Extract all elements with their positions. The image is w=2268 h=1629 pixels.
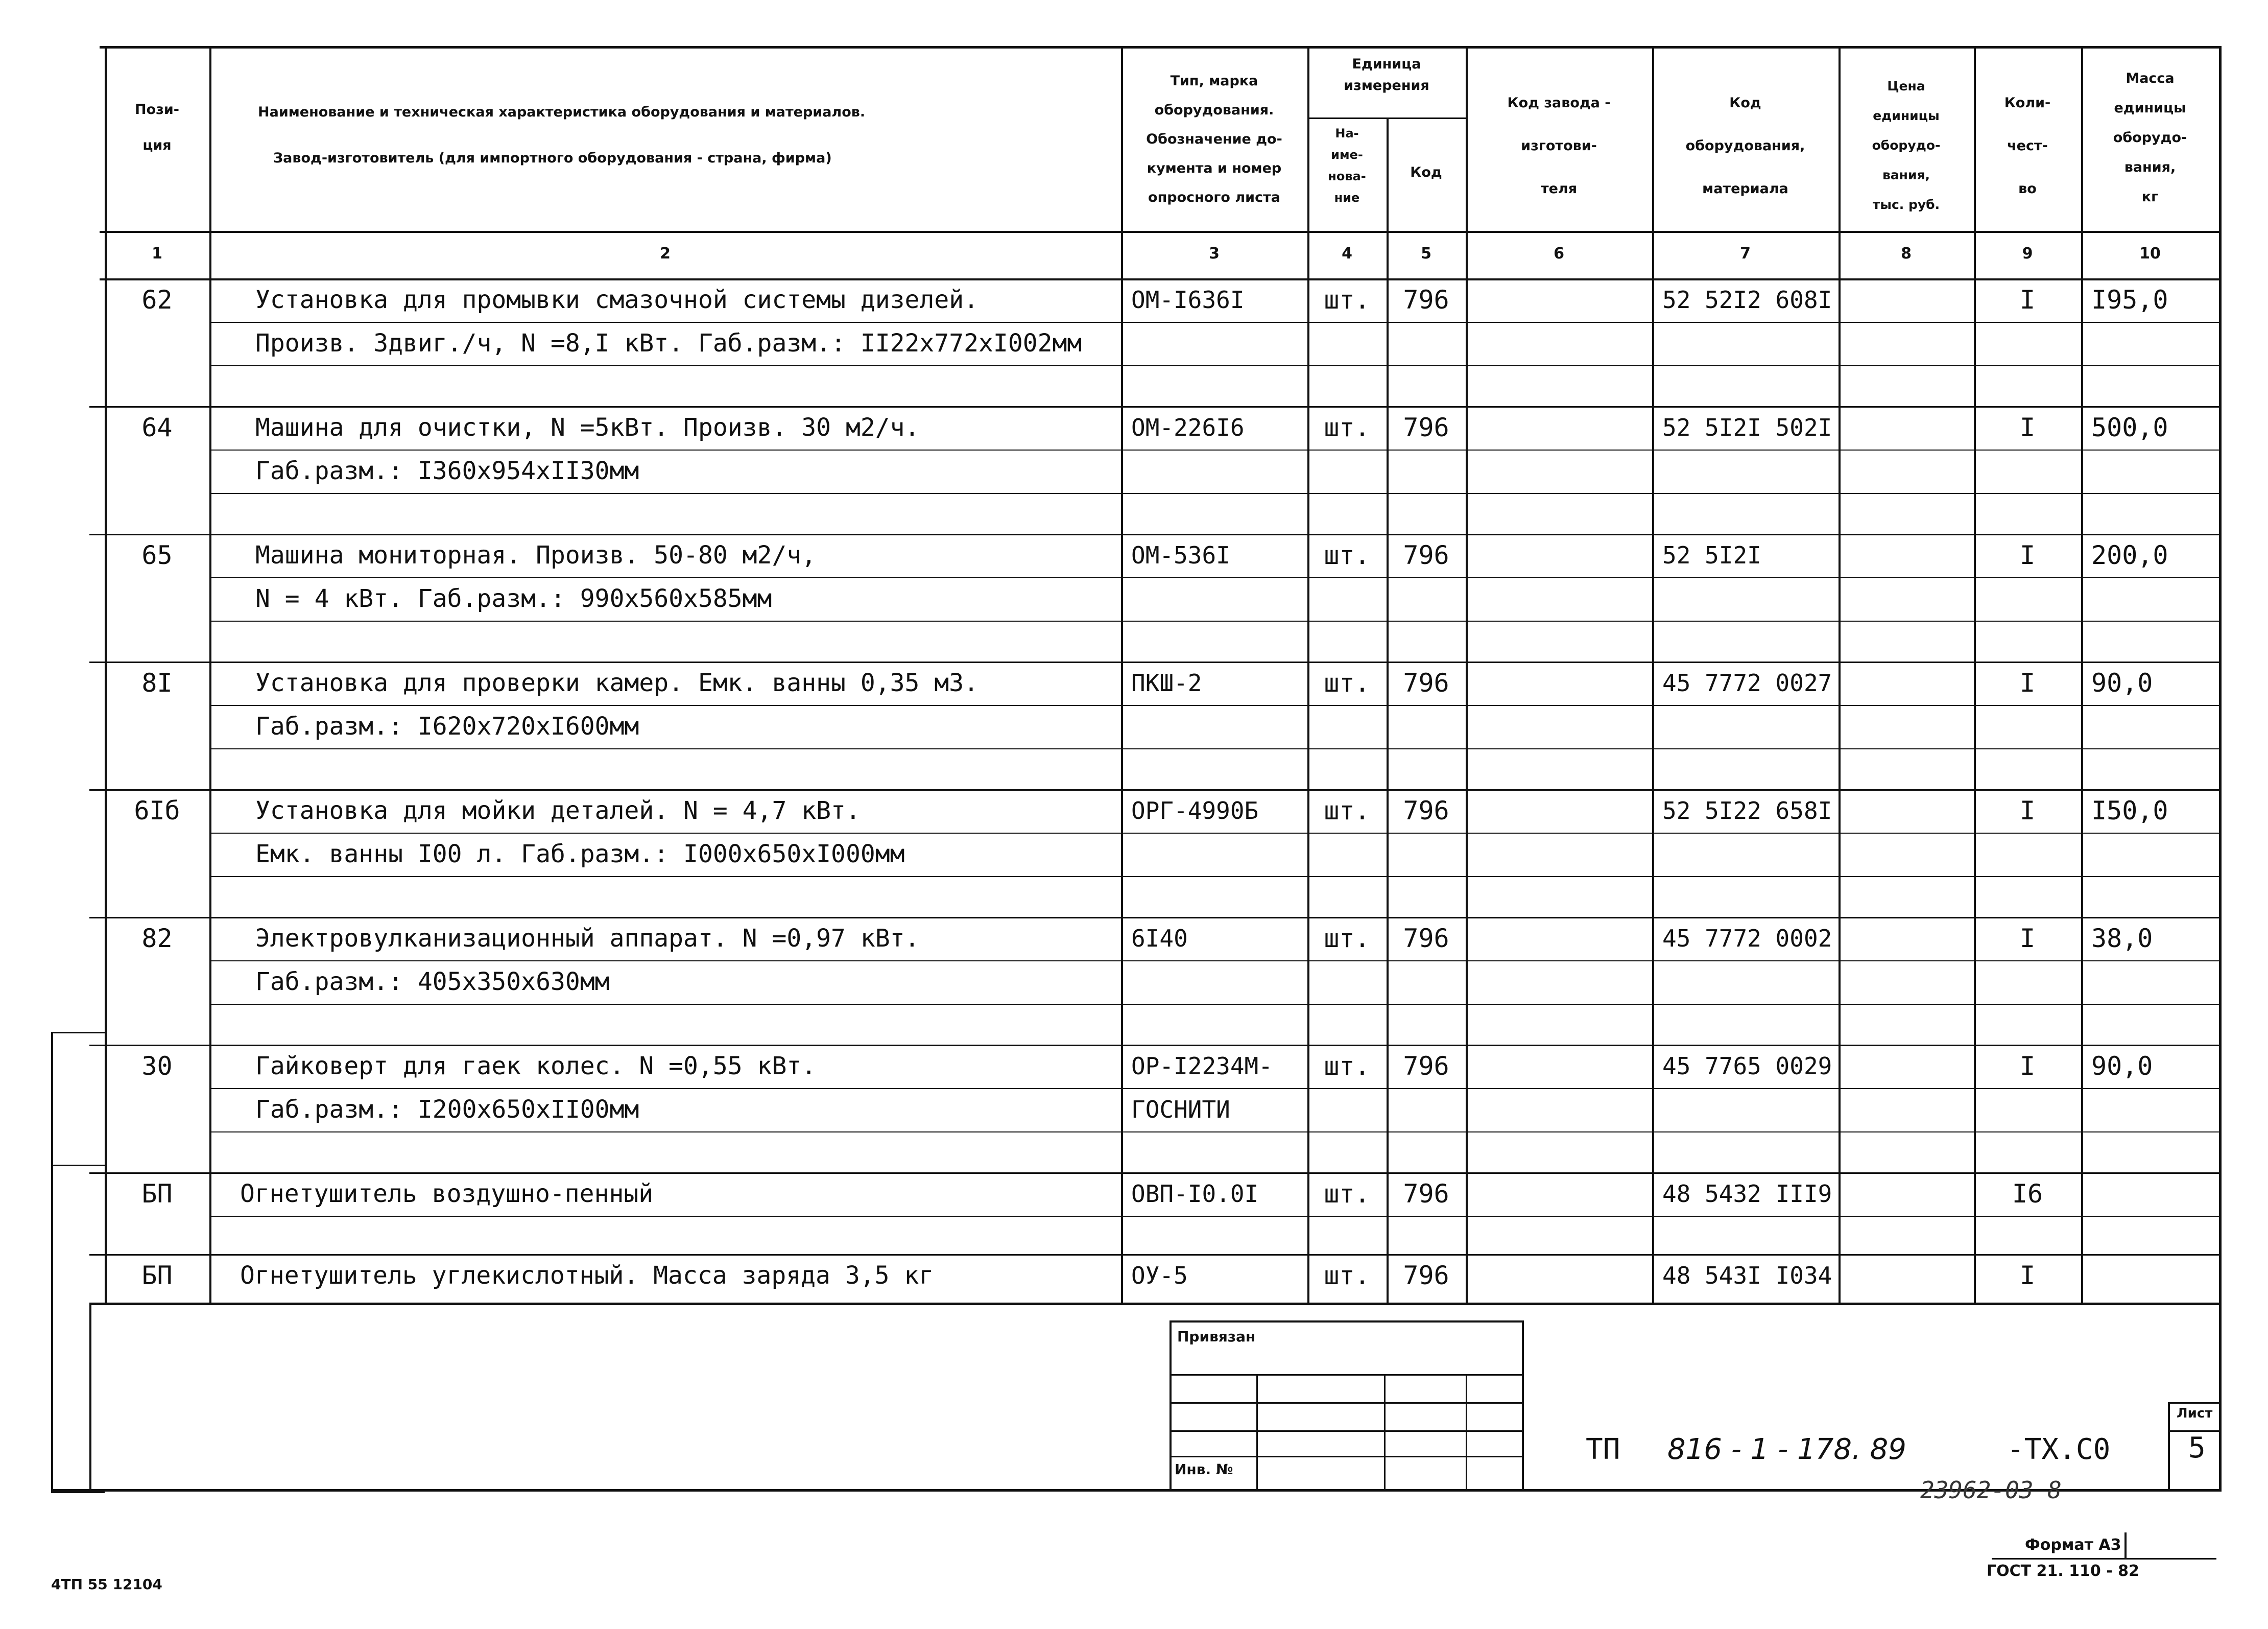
doc-suffix: -ТХ.С0	[2007, 1433, 2111, 1466]
grid-line	[1384, 1374, 1386, 1492]
row-unit-code: 796	[1403, 924, 1449, 953]
grid-line	[89, 1303, 91, 1492]
header-col6	[1466, 82, 1652, 210]
row-position: БП	[141, 1261, 173, 1290]
header-col4-line: име-	[1331, 148, 1363, 162]
header-col8-line: вания,	[1882, 168, 1930, 182]
header-col3-line: оборудования.	[1154, 102, 1274, 118]
row-position: 65	[141, 540, 173, 570]
row-unit: шт.	[1324, 668, 1370, 698]
header-col3-line: кумента и номер	[1147, 160, 1282, 176]
grid-line	[209, 450, 2219, 451]
header-col10-line: Масса	[2126, 70, 2175, 86]
header-col10	[2081, 64, 2219, 212]
grid-line	[1992, 1558, 2216, 1560]
row-type: ОМ-I636I	[1131, 286, 1245, 314]
row-type: ОМ-226I6	[1131, 414, 1245, 441]
grid-line	[2168, 1402, 2170, 1492]
stamp-inv: Инв. №	[1175, 1461, 1233, 1478]
header-col4	[1307, 123, 1387, 208]
grid-line	[209, 621, 2219, 622]
colnum-9: 9	[2022, 245, 2033, 263]
colnum-1: 1	[152, 245, 162, 263]
row-mass: 500,0	[2091, 413, 2168, 442]
colnum-3: 3	[1209, 245, 1220, 263]
row-mass: 90,0	[2091, 1051, 2153, 1081]
doc-prefix: ТП	[1586, 1433, 1620, 1466]
stamp-privyazan: Привязан	[1177, 1328, 1256, 1345]
grid-line	[51, 1165, 105, 1166]
row-equipment-code: 52 5I2I 502I	[1662, 414, 1832, 441]
grid-line	[51, 1489, 2219, 1492]
header-col4-line: ние	[1334, 191, 1360, 205]
grid-line	[1169, 1430, 1522, 1432]
row-unit-code: 796	[1403, 285, 1449, 315]
grid-line	[2219, 1303, 2222, 1492]
grid-line	[1522, 1320, 1524, 1492]
grid-line	[89, 917, 2219, 918]
row-equipment-code: 48 5432 III9	[1662, 1180, 1832, 1208]
colnum-5: 5	[1421, 245, 1431, 263]
grid-line	[89, 1254, 2219, 1256]
header-col6-line: теля	[1540, 181, 1578, 197]
grid-line	[1169, 1320, 1172, 1492]
header-col4-line: нова-	[1328, 169, 1366, 183]
header-col4-line: На-	[1335, 126, 1359, 140]
row-unit: шт.	[1324, 1261, 1370, 1290]
row-quantity: I	[2019, 285, 2036, 315]
row-name-line: Габ.разм.: I360х954хII30мм	[255, 457, 639, 485]
row-name-line: N = 4 кВт. Габ.разм.: 990х560х585мм	[255, 584, 772, 613]
grid-line	[51, 1032, 105, 1033]
header-col2	[258, 89, 1101, 181]
header-col3-line: опросного листа	[1148, 190, 1280, 205]
row-mass: I50,0	[2091, 796, 2168, 825]
row-unit: шт.	[1324, 1051, 1370, 1081]
row-quantity: I6	[2012, 1179, 2043, 1209]
header-unit-group	[1307, 54, 1466, 97]
header-col6-line: изготови-	[1521, 138, 1597, 154]
grid-line	[209, 1216, 2219, 1217]
row-quantity: I	[2019, 924, 2036, 953]
row-type: ПКШ-2	[1131, 669, 1202, 697]
grid-line	[2124, 1532, 2127, 1558]
row-quantity: I	[2019, 1261, 2036, 1290]
header-col10-line: кг	[2141, 189, 2159, 205]
footer-gost: ГОСТ 21. 110 - 82	[1987, 1562, 2139, 1580]
row-unit: шт.	[1324, 540, 1370, 570]
row-name-line: Габ.разм.: I620х720хI600мм	[255, 712, 639, 741]
header-col2-line: Наименование и техническая характеристика оборудования и материалов.	[258, 104, 866, 120]
grid-line	[209, 876, 2219, 877]
header-col7-line: Код	[1729, 95, 1761, 111]
grid-line	[209, 1131, 2219, 1132]
colnum-2: 2	[660, 245, 671, 263]
row-unit-code: 796	[1403, 668, 1449, 698]
grid-line	[89, 1303, 2219, 1305]
grid-line	[89, 789, 2219, 791]
header-col8-line: оборудо-	[1872, 138, 1941, 153]
grid-line	[89, 534, 2219, 535]
header-col2-line: Завод-изготовитель (для импортного оборудования - страна, фирма)	[273, 150, 832, 166]
grid-line	[89, 406, 2219, 408]
header-col9	[1974, 82, 2081, 210]
header-col7	[1652, 82, 1839, 210]
header-col7-line: материала	[1702, 181, 1788, 197]
row-type: ОР-I2234М-	[1131, 1052, 1273, 1080]
row-name-line: Габ.разм.: I200х650хII00мм	[255, 1095, 639, 1124]
doc-number: 816 - 1 - 178. 89	[1667, 1433, 1906, 1466]
row-quantity: I	[2019, 668, 2036, 698]
row-name-line: Огнетушитель углекислотный. Масса заряда 3,5 кг	[240, 1261, 934, 1290]
grid-line	[1169, 1402, 1522, 1404]
row-name-line: Электровулканизационный аппарат. N =0,97 кВт.	[255, 924, 920, 953]
grid-line	[209, 748, 2219, 749]
row-name-line: Произв. 3двиг./ч, N =8,I кВт. Габ.разм.: II22х772хI002мм	[255, 329, 1082, 358]
row-name-line: Машина для очистки, N =5кВт. Произв. 30 м2/ч.	[255, 413, 920, 442]
row-type: ОВП-I0.0I	[1131, 1180, 1259, 1208]
grid-line	[209, 577, 2219, 578]
header-col1	[105, 92, 209, 163]
grid-line	[1169, 1320, 1522, 1323]
row-equipment-code: 45 7772 0002	[1662, 925, 1832, 952]
grid-line	[89, 1172, 2219, 1174]
header-col3	[1121, 66, 1307, 212]
header-col7-line: оборудования,	[1685, 138, 1805, 154]
handwritten-number: 23962-03 8	[1920, 1476, 2062, 1504]
grid-line	[100, 278, 2219, 280]
grid-line	[1466, 1374, 1467, 1492]
row-quantity: I	[2019, 796, 2036, 825]
row-type: ОУ-5	[1131, 1262, 1188, 1289]
row-quantity: I	[2019, 540, 2036, 570]
row-name-line: Установка для проверки камер. Емк. ванны 0,35 м3.	[255, 669, 979, 697]
grid-line	[209, 1088, 2219, 1089]
row-type: ГОСНИТИ	[1131, 1096, 1230, 1123]
row-equipment-code: 52 5I22 658I	[1662, 797, 1832, 824]
grid-line	[209, 493, 2219, 494]
row-equipment-code: 45 7772 0027	[1662, 669, 1832, 697]
header-col10-line: оборудо-	[2113, 130, 2187, 146]
header-col9-line: чест-	[2007, 138, 2048, 154]
sheet-number: 5	[2188, 1431, 2206, 1465]
header-col9-line: Коли-	[2004, 95, 2051, 111]
row-position: 64	[141, 413, 173, 442]
sheet-label: Лист	[2177, 1406, 2213, 1421]
header-col1-line: Пози-	[135, 102, 179, 117]
grid-line	[2168, 1402, 2219, 1404]
row-position: 82	[141, 924, 173, 953]
colnum-10: 10	[2139, 245, 2161, 263]
row-mass: 90,0	[2091, 668, 2153, 698]
row-unit-code: 796	[1403, 413, 1449, 442]
row-name-line: Гайковерт для гаек колес. N =0,55 кВт.	[255, 1052, 817, 1080]
grid-line	[209, 322, 2219, 323]
header-col1-line: ция	[142, 137, 172, 153]
header-col10-line: вания,	[2124, 159, 2176, 175]
grid-line	[1169, 1374, 1522, 1376]
colnum-6: 6	[1554, 245, 1564, 263]
colnum-8: 8	[1901, 245, 1912, 263]
row-unit-code: 796	[1403, 796, 1449, 825]
row-position: БП	[141, 1179, 173, 1209]
row-name-line: Установка для мойки деталей. N = 4,7 кВт.	[255, 796, 861, 825]
row-equipment-code: 52 5I2I	[1662, 541, 1761, 569]
grid-line	[209, 1004, 2219, 1005]
colnum-4: 4	[1342, 245, 1352, 263]
header-col8	[1839, 72, 1974, 220]
grid-line	[89, 1045, 2219, 1046]
header-col8-line: единицы	[1873, 108, 1940, 123]
row-quantity: I	[2019, 413, 2036, 442]
colnum-7: 7	[1740, 245, 1751, 263]
grid-line	[51, 1492, 105, 1493]
grid-line	[209, 833, 2219, 834]
row-equipment-code: 48 543I I034	[1662, 1262, 1832, 1289]
row-mass: I95,0	[2091, 285, 2168, 315]
row-name-line: Габ.разм.: 405х350х630мм	[255, 967, 610, 996]
grid-line	[1256, 1374, 1258, 1492]
row-name-line: Огнетушитель воздушно-пенный	[240, 1179, 654, 1208]
row-position: 62	[141, 285, 173, 315]
grid-line	[2219, 46, 2222, 1303]
row-position: 30	[141, 1051, 173, 1081]
header-col5: Код	[1410, 164, 1442, 180]
header-col10-line: единицы	[2114, 100, 2186, 116]
header-col3-line: Тип, марка	[1170, 73, 1258, 89]
header-col6-line: Код завода -	[1507, 95, 1611, 111]
row-unit: шт.	[1324, 924, 1370, 953]
row-unit-code: 796	[1403, 1179, 1449, 1209]
row-unit-code: 796	[1403, 540, 1449, 570]
row-unit: шт.	[1324, 285, 1370, 315]
header-col9-line: во	[2018, 181, 2037, 197]
grid-line	[1169, 1456, 1522, 1457]
row-name-line: Емк. ванны I00 л. Габ.разм.: I000х650хI000мм	[255, 840, 905, 868]
grid-line	[209, 960, 2219, 961]
row-position: 8I	[141, 668, 173, 698]
grid-line	[209, 705, 2219, 706]
row-type: ОРГ-4990Б	[1131, 797, 1259, 824]
row-mass: 200,0	[2091, 540, 2168, 570]
row-mass: 38,0	[2091, 924, 2153, 953]
row-unit: шт.	[1324, 1179, 1370, 1209]
row-unit-code: 796	[1403, 1261, 1449, 1290]
row-unit-code: 796	[1403, 1051, 1449, 1081]
header-col3-line: Обозначение до-	[1146, 131, 1282, 147]
row-name-line: Машина мониторная. Произв. 50-80 м2/ч,	[255, 541, 817, 570]
footer-code: 4ТП 55 12104	[51, 1576, 162, 1593]
grid-line	[209, 365, 2219, 366]
row-equipment-code: 52 52I2 608I	[1662, 286, 1832, 314]
row-equipment-code: 45 7765 0029	[1662, 1052, 1832, 1080]
row-quantity: I	[2019, 1051, 2036, 1081]
row-unit: шт.	[1324, 413, 1370, 442]
header-col8-line: Цена	[1887, 79, 1925, 93]
header-unit-line: измерения	[1344, 78, 1429, 93]
grid-line	[89, 662, 2219, 663]
grid-line	[51, 1032, 53, 1492]
row-position: 6Iб	[134, 796, 180, 825]
row-name-line: Установка для промывки смазочной системы дизелей.	[255, 286, 979, 314]
grid-line	[100, 46, 2219, 49]
row-unit: шт.	[1324, 796, 1370, 825]
footer-format: Формат А3	[2025, 1536, 2121, 1554]
row-type: ОМ-536I	[1131, 541, 1230, 569]
header-unit-line: Единица	[1352, 56, 1421, 72]
row-type: 6I40	[1131, 925, 1188, 952]
header-col8-line: тыс. руб.	[1872, 197, 1940, 212]
